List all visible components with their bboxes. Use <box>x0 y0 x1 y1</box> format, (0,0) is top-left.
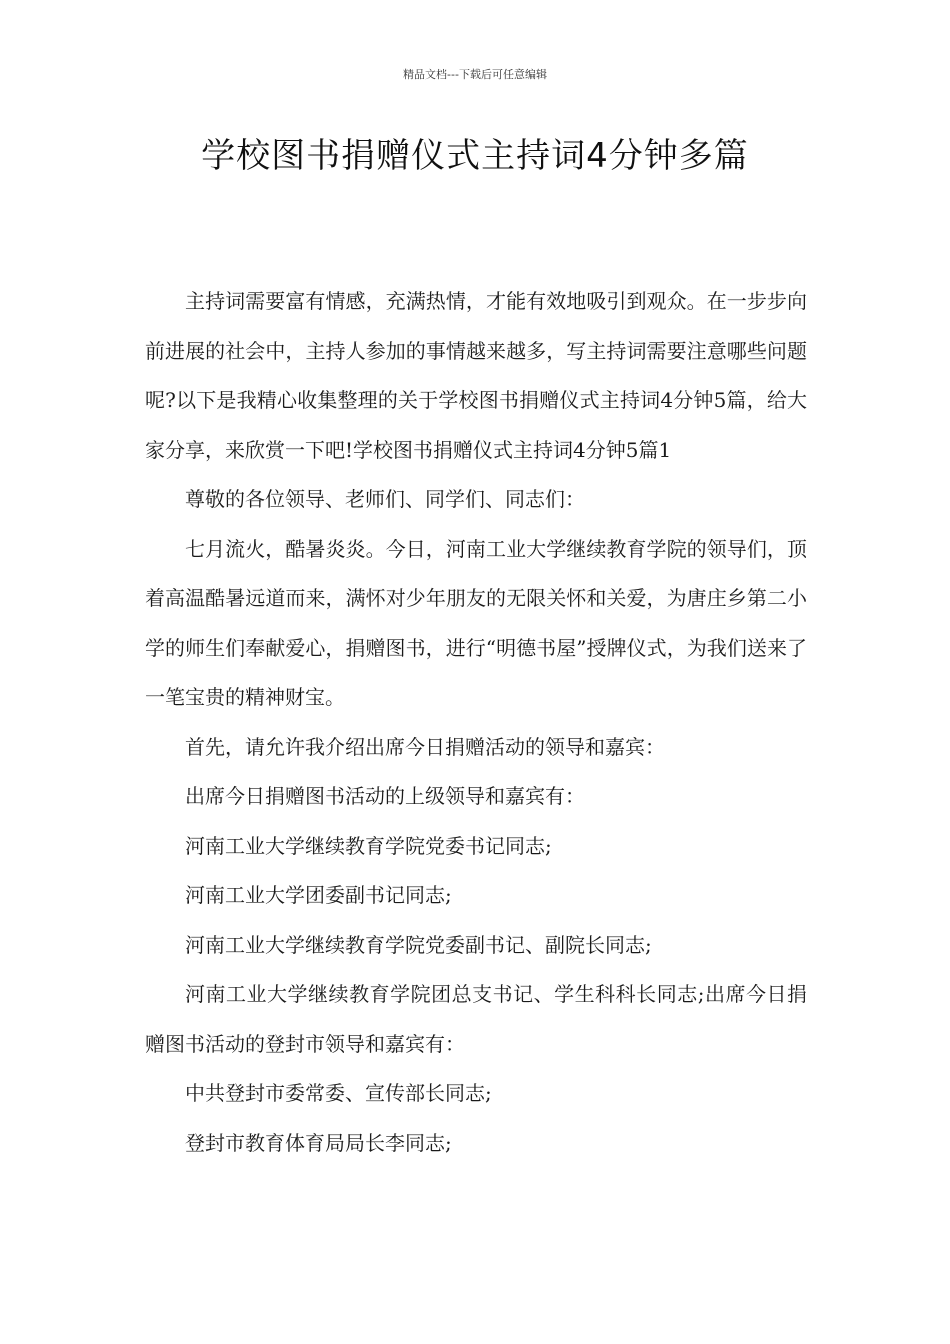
paragraph-guest-5: 中共登封市委常委、宣传部长同志; <box>185 1081 492 1105</box>
paragraph-opening: 七月流火，酷暑炎炎。今日，河南工业大学继续教育学院的领导们，顶着高温酷暑远道而来，满怀对少年朋友的无限关怀和关爱，为唐庄乡第二小学的师生们奉献爱心，捐赠图书，进行“明德书屋”授牌仪式，为我们送来了一笔宝贵的精神财宝。 <box>145 536 807 709</box>
paragraph-guest-2: 河南工业大学团委副书记同志; <box>185 883 452 907</box>
paragraph-intro: 主持词需要富有情感，充满热情，才能有效地吸引到观众。在一步步向前进展的社会中，主持人参加的事情越来越多，写主持词需要注意哪些问题呢?以下是我精心收集整理的关于学校图书捐赠仪式主持词4分钟5篇，给大家分享，来欣赏一下吧!学校图书捐赠仪式主持词4分钟5篇1 <box>145 289 807 462</box>
header-note: 精品文档---下载后可任意编辑 <box>403 68 547 81</box>
paragraph-guests-heading: 出席今日捐赠图书活动的上级领导和嘉宾有： <box>185 784 585 808</box>
paragraph-salutation: 尊敬的各位领导、老师们、同学们、同志们： <box>185 487 585 511</box>
document-title: 学校图书捐赠仪式主持词4分钟多篇 <box>201 136 749 176</box>
paragraph-guest-4: 河南工业大学继续教育学院团总支书记、学生科科长同志;出席今日捐赠图书活动的登封市领导和嘉宾有： <box>145 982 807 1056</box>
paragraph-guest-6: 登封市教育体育局局长李同志; <box>185 1130 452 1155</box>
paragraph-guest-3: 河南工业大学继续教育学院党委副书记、副院长同志; <box>185 932 652 957</box>
document-body <box>145 277 807 1168</box>
paragraph-guest-1: 河南工业大学继续教育学院党委书记同志; <box>185 833 552 858</box>
paragraph-introduce-guests: 首先，请允许我介绍出席今日捐赠活动的领导和嘉宾： <box>185 734 665 759</box>
